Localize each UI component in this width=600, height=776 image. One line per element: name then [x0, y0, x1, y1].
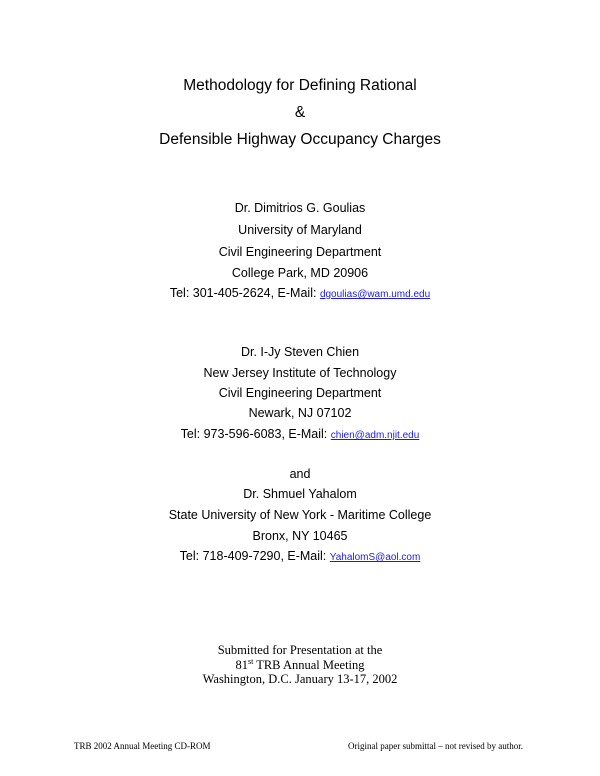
title-line-1: Methodology for Defining Rational	[183, 77, 417, 94]
submission-ordinal: 81	[235, 658, 248, 672]
title-line-2: Defensible Highway Occupancy Charges	[159, 131, 441, 148]
conjunction-and: and	[289, 467, 311, 481]
author-2-contact	[0, 427, 600, 441]
author-1-address: College Park, MD 20906	[231, 266, 369, 280]
author-3-tel: Tel: 718-409-7290, E-Mail:	[179, 549, 330, 563]
author-2-email-link[interactable]: chien@adm.njit.edu	[330, 430, 420, 441]
author-1-email-link[interactable]: dgoulias@wam.umd.edu	[319, 289, 431, 300]
submission-line-3: Washington, D.C. January 13-17, 2002	[202, 672, 398, 686]
author-2-name: Dr. I-Jy Steven Chien	[240, 345, 360, 359]
author-1-tel: Tel: 301-405-2624, E-Mail:	[169, 286, 320, 300]
author-2-address: Newark, NJ 07102	[248, 406, 352, 420]
author-3-affiliation: State University of New York - Maritime College	[168, 508, 432, 522]
author-2-tel: Tel: 973-596-6083, E-Mail:	[180, 427, 331, 441]
submission-line-2	[0, 658, 600, 673]
author-1-affiliation: University of Maryland	[238, 223, 362, 237]
author-3-address: Bronx, NY 10465	[252, 529, 348, 543]
author-3-contact	[0, 549, 600, 563]
submission-meeting: TRB Annual Meeting	[253, 658, 365, 672]
footer-left: TRB 2002 Annual Meeting CD-ROM	[74, 741, 211, 751]
author-1-name: Dr. Dimitrios G. Goulias	[234, 201, 366, 215]
author-1-department: Civil Engineering Department	[218, 245, 382, 259]
author-3-email-link[interactable]: YahalomS@aol.com	[329, 552, 421, 563]
submission-ordinal-suffix: st	[247, 656, 254, 666]
footer-right: Original paper submittal – not revised by author.	[348, 741, 523, 751]
author-2-affiliation: New Jersey Institute of Technology	[203, 366, 397, 380]
author-1-contact	[0, 286, 600, 300]
author-3-name: Dr. Shmuel Yahalom	[243, 487, 357, 501]
submission-line-1: Submitted for Presentation at the	[217, 643, 383, 657]
title-ampersand: &	[294, 104, 306, 121]
author-2-department: Civil Engineering Department	[218, 386, 382, 400]
